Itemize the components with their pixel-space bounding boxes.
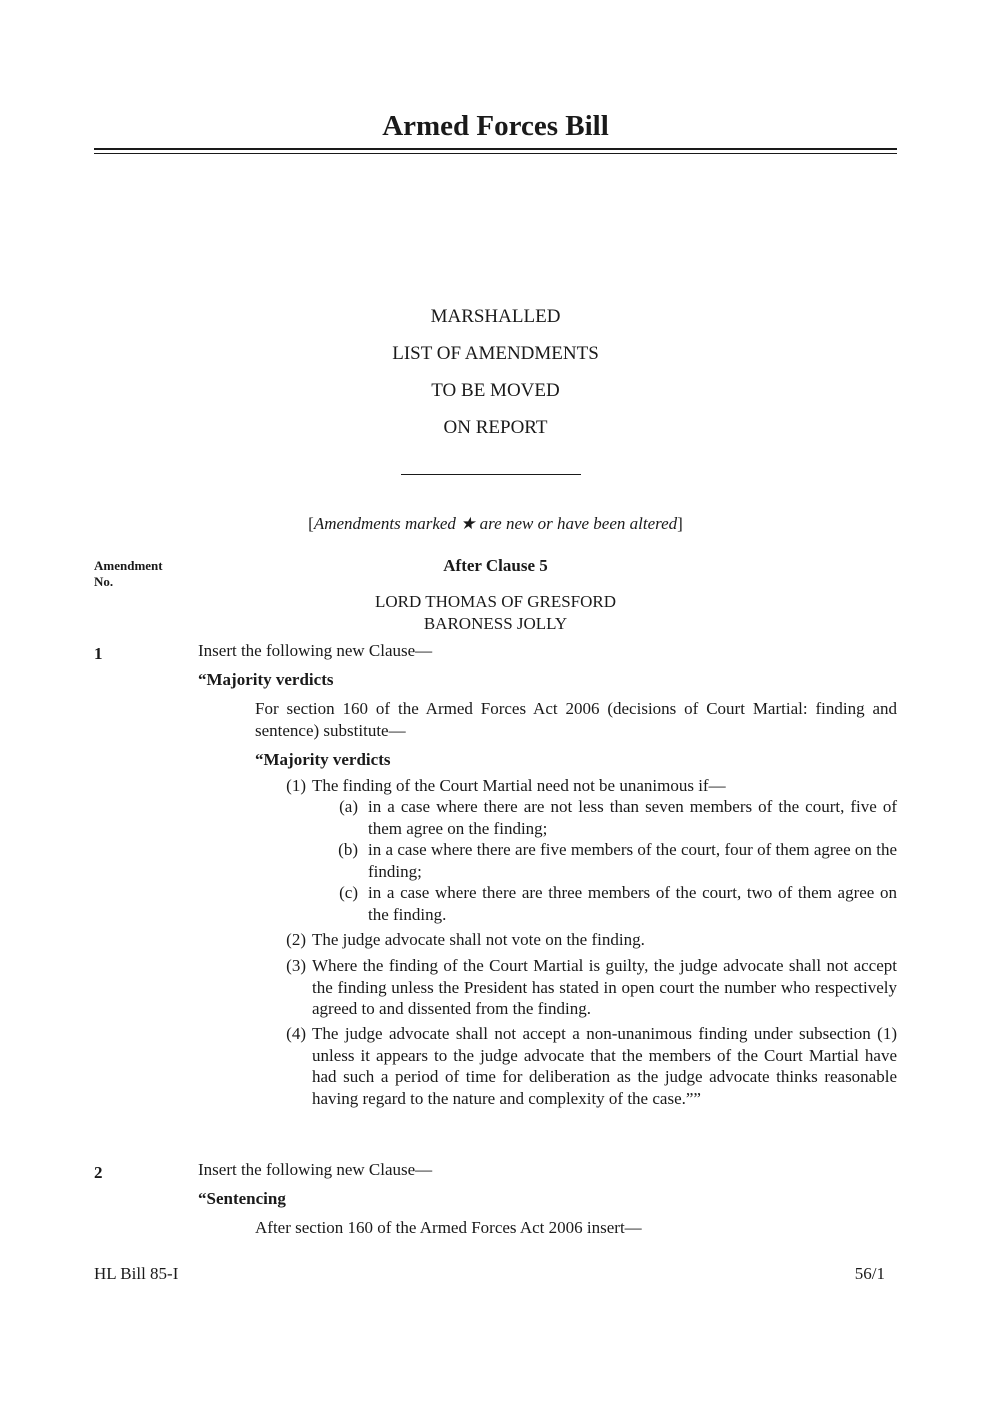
section-heading: After Clause 5 — [443, 556, 548, 575]
clause-title: “Sentencing — [198, 1189, 286, 1208]
amendment-label-line-1: Amendment — [94, 558, 163, 573]
paragraph-text: in a case where there are three members of the court, two of them agree on the finding. — [368, 883, 897, 924]
subsection-number: (2) — [286, 930, 306, 949]
heading-separator — [401, 474, 581, 475]
clause-body: For section 160 of the Armed Forces Act 2006 (decisions of Court Martial: finding and sentence) substitute— — [255, 699, 897, 740]
heading-line-4: ON REPORT — [443, 417, 548, 438]
amendment-label-line-2: No. — [94, 574, 114, 589]
heading-line-2: LIST OF AMENDMENTS — [392, 343, 599, 364]
amendment-instruction: Insert the following new Clause— — [198, 1160, 433, 1179]
title-rule-thin — [94, 153, 897, 154]
amendment-instruction: Insert the following new Clause— — [198, 641, 433, 660]
member-name-2: BARONESS JOLLY — [423, 614, 568, 633]
subsection-number: (4) — [286, 1024, 306, 1043]
note-close-bracket: ] — [677, 514, 683, 533]
paragraph-text: in a case where there are five members of the court, four of them agree on the finding; — [368, 840, 897, 881]
inner-section-title: “Majority verdicts — [255, 750, 391, 769]
member-name-1: LORD THOMAS OF GRESFORD — [374, 592, 617, 611]
paragraph-number: (b) — [338, 840, 358, 859]
document-title: Armed Forces Bill — [382, 110, 609, 142]
note-text: Amendments marked ★ are new or have been altered — [313, 514, 678, 533]
title-rule-thick — [94, 148, 897, 150]
amendment-number: 2 — [94, 1163, 103, 1182]
note-open-bracket: [ — [308, 514, 314, 533]
subsection-text: The judge advocate shall not vote on the finding. — [312, 930, 645, 949]
clause-title: “Majority verdicts — [198, 670, 334, 689]
subsection-number: (3) — [286, 956, 306, 975]
subsection-text: The judge advocate shall not accept a non-unanimous finding under subsection (1) unless it appears to the judge advocate that the members of the Court Martial have had such a period of time for deliberation as the judge advocate thinks reasonable having regard to the nature and complexity of the case.”” — [312, 1024, 897, 1108]
paragraph-text: in a case where there are not less than seven members of the court, five of them agree on the finding; — [368, 797, 897, 838]
paragraph-number: (a) — [339, 797, 358, 816]
clause-body: After section 160 of the Armed Forces Act 2006 insert— — [255, 1218, 642, 1237]
amendments-note — [94, 512, 897, 536]
paragraph-number: (c) — [339, 883, 358, 902]
subsection-text: Where the finding of the Court Martial is guilty, the judge advocate shall not accept the finding unless the President has stated in open court the number who respectively agreed to and dissented from the finding. — [312, 956, 897, 1018]
amendment-number: 1 — [94, 644, 103, 663]
subsection-number: (1) — [286, 776, 306, 795]
heading-line-1: MARSHALLED — [430, 306, 561, 327]
footer-page-reference: 56/1 — [854, 1264, 885, 1283]
footer-bill-number: HL Bill 85-I — [94, 1264, 179, 1283]
subsection-text: The finding of the Court Martial need not be unanimous if— — [312, 776, 726, 795]
heading-line-3: TO BE MOVED — [431, 380, 560, 401]
